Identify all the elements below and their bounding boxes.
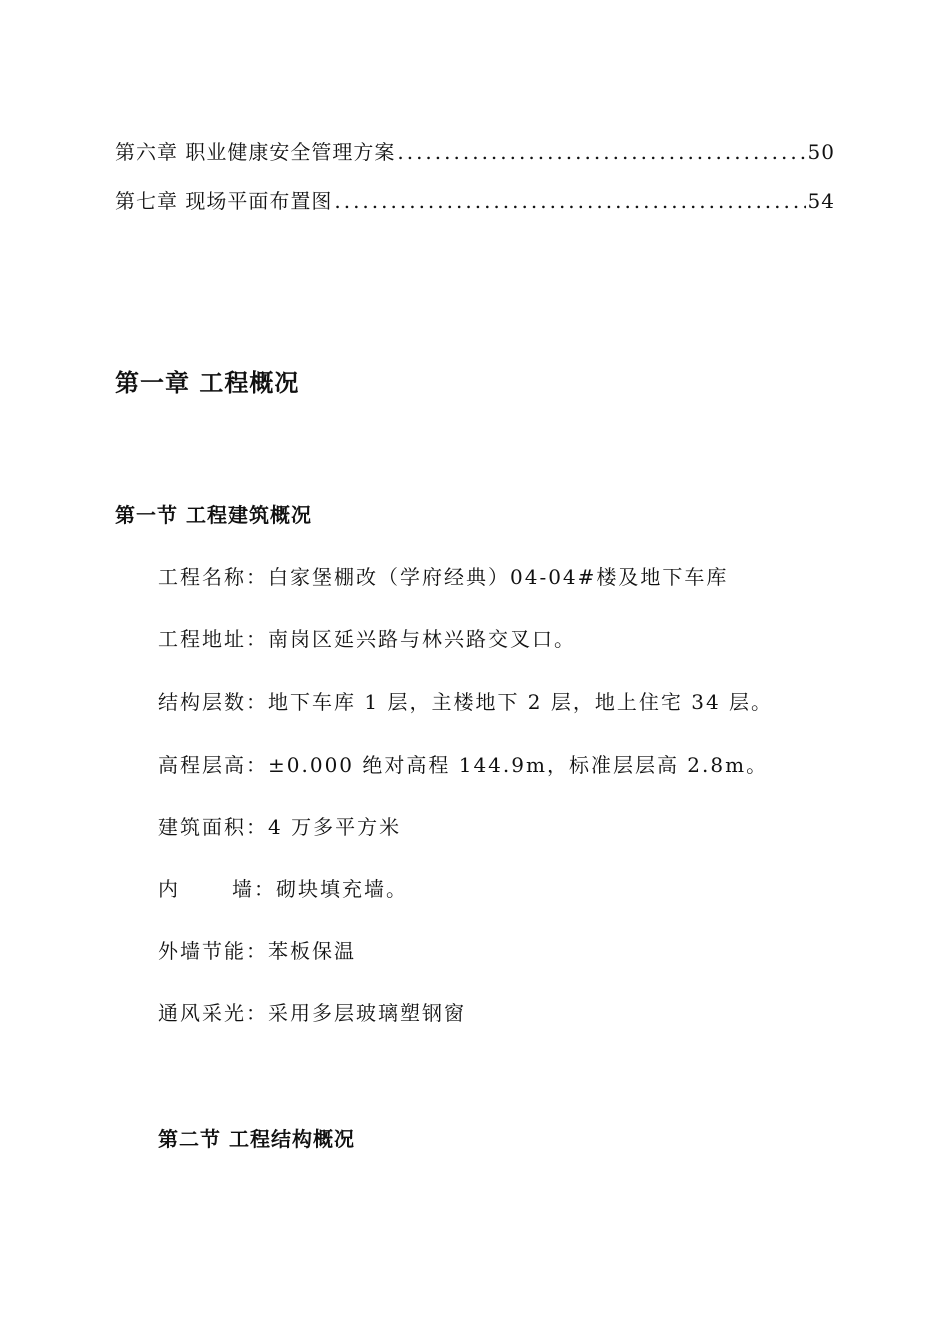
field-label: 外墙节能： — [158, 939, 268, 963]
ventilation-line — [158, 998, 466, 1028]
field-value: 白家堡棚改（学府经典）04-04#楼及地下车库 — [268, 565, 729, 589]
field-value: 4 万多平方米 — [268, 815, 402, 839]
elevation-line — [158, 750, 768, 780]
toc-page-number: 50 — [807, 140, 835, 164]
field-label: 结构层数： — [158, 690, 268, 714]
field-label: 通风采光： — [158, 1001, 268, 1025]
section-2-heading: 第二节 工程结构概况 — [158, 1127, 355, 1151]
field-value: 地下车库 1 层，主楼地下 2 层，地上住宅 34 层。 — [268, 690, 774, 714]
field-label: 内 墙： — [158, 877, 276, 901]
toc-leader-dots — [334, 187, 805, 215]
toc-entry-chapter-6[interactable] — [115, 138, 835, 166]
section-heading: 第一节 工程建筑概况 — [115, 503, 312, 527]
project-name-line — [158, 562, 728, 592]
field-value: 苯板保温 — [268, 939, 356, 963]
inner-wall-line — [158, 874, 408, 904]
field-label: 高程层高： — [158, 753, 268, 777]
toc-title: 第六章 职业健康安全管理方案 — [115, 140, 396, 164]
chapter-heading: 第一章 工程概况 — [115, 369, 300, 397]
field-value: ±0.000 绝对高程 144.9m，标准层层高 2.8m。 — [268, 753, 769, 777]
toc-entry-chapter-7[interactable] — [115, 187, 835, 215]
field-value: 采用多层玻璃塑钢窗 — [268, 1001, 466, 1025]
toc-title: 第七章 现场平面布置图 — [115, 189, 333, 213]
building-area-line — [158, 812, 401, 842]
field-label: 建筑面积： — [158, 815, 268, 839]
field-label: 工程地址： — [158, 627, 268, 651]
field-value: 砌块填充墙。 — [276, 877, 408, 901]
outer-wall-line — [158, 936, 356, 966]
structure-floors-line — [158, 687, 773, 717]
toc-leader-dots — [397, 138, 805, 166]
field-label: 工程名称： — [158, 565, 268, 589]
field-value: 南岗区延兴路与林兴路交叉口。 — [268, 627, 576, 651]
project-address-line — [158, 624, 576, 654]
toc-page-number: 54 — [807, 189, 835, 213]
